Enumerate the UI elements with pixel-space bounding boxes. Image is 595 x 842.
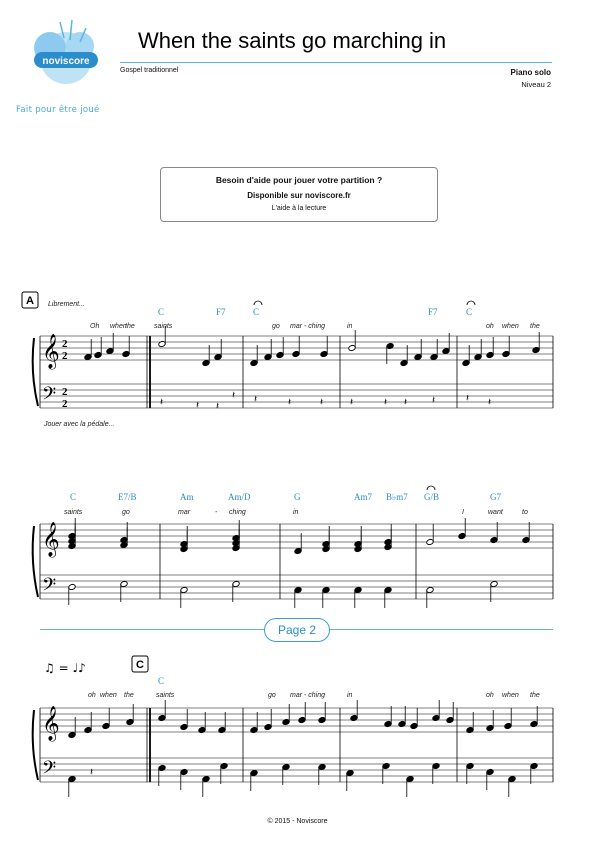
chord-symbol: Am/D — [228, 492, 251, 502]
lyric-syllable: Oh — [90, 323, 100, 330]
treble-staff — [40, 708, 553, 732]
system-1 — [22, 292, 553, 428]
lyric-syllable: go — [122, 509, 130, 516]
system-3 — [33, 656, 553, 797]
brace-icon — [33, 526, 38, 597]
rest-icon: 𝄽 — [196, 400, 200, 411]
lyric-syllable: oh — [486, 692, 494, 699]
bass-staff — [40, 575, 553, 599]
lyric-syllable: in — [293, 509, 299, 516]
lyric-syllable: mar - ching — [290, 692, 326, 699]
lyrics — [90, 323, 540, 330]
barlines — [40, 336, 553, 408]
bass-staff — [40, 384, 553, 408]
fermata-icon — [254, 301, 262, 305]
rest-icon: 𝄽 — [288, 397, 292, 408]
chord-symbols — [70, 486, 501, 502]
treble-clef-icon: 𝄞 — [42, 706, 60, 741]
chord-symbol: Am — [180, 492, 194, 502]
help-title: Besoin d'aide pour jouer votre partition ? — [215, 175, 383, 185]
chord-symbol: E7/B — [118, 492, 137, 502]
rest-icon: 𝄽 — [232, 390, 236, 401]
chord-symbols — [158, 301, 475, 317]
chord-symbol: G — [294, 492, 301, 502]
lyric-syllable: oh — [486, 323, 494, 330]
lyric-syllable: the — [530, 692, 540, 699]
lyric-syllable: mar - ching — [290, 323, 326, 330]
lyric-syllable: saints — [154, 323, 173, 330]
lyric-syllable: go — [272, 323, 280, 330]
instrument: Piano solo — [510, 68, 551, 77]
chord-symbol: F7 — [216, 307, 226, 317]
treble-clef-icon: 𝄞 — [42, 334, 60, 369]
fermata-icon — [427, 486, 435, 490]
difficulty-level: Niveau 2 — [521, 80, 551, 89]
chord-symbol: C — [158, 676, 165, 686]
treble-staff — [40, 524, 553, 548]
lyric-syllable: oh — [88, 692, 96, 699]
bass-clef-icon: 𝄢 — [42, 758, 57, 783]
composer: Gospel traditionnel — [120, 67, 179, 74]
pedal-instruction: Jouer avec la pédale... — [44, 421, 115, 428]
note-heads — [68, 518, 530, 608]
lyric-syllable: when — [502, 692, 519, 699]
score-title: When the saints go marching in — [138, 28, 447, 53]
brace-icon — [33, 338, 38, 406]
svg-text:2: 2 — [62, 398, 68, 410]
rest-icon: 𝄽 — [216, 401, 220, 412]
lyric-syllable: go — [268, 692, 276, 699]
logo-text: noviscore — [42, 56, 90, 67]
chord-symbol: C — [158, 307, 165, 317]
system-2 — [33, 486, 553, 608]
rest-icon: 𝄽 — [90, 767, 94, 778]
treble-clef-icon: 𝄞 — [42, 522, 60, 557]
lyric-syllable: ching — [229, 509, 246, 516]
lyric-syllable: saints — [64, 509, 83, 516]
page-2-marker[interactable]: Page 2 — [264, 618, 330, 642]
barlines — [40, 708, 553, 782]
bass-clef-icon: 𝄢 — [42, 575, 57, 600]
svg-text:2: 2 — [62, 350, 68, 362]
rest-icon: 𝄽 — [160, 397, 164, 408]
lyric-syllable: when — [100, 692, 117, 699]
svg-text:2: 2 — [62, 338, 68, 350]
chord-symbol: G/B — [424, 492, 440, 502]
tempo-marking: Librement... — [48, 301, 85, 308]
rest-icon: 𝄽 — [384, 397, 388, 408]
rest-icon: 𝄽 — [254, 394, 258, 405]
time-signature — [62, 338, 68, 410]
rehearsal-mark: C — [136, 659, 144, 671]
rest-icon: 𝄽 — [466, 393, 470, 404]
brace-icon — [33, 710, 38, 780]
note-heads — [84, 326, 540, 412]
lyric-syllable: saints — [156, 692, 175, 699]
chord-symbol: C — [253, 307, 260, 317]
help-subtitle: L'aide à la lecture — [271, 205, 327, 212]
chord-symbol: C — [70, 492, 77, 502]
lyric-syllable: when — [110, 323, 127, 330]
chord-symbol: G7 — [490, 492, 501, 502]
lyric-syllable: want — [488, 509, 503, 516]
swing-marking: ♫ = ♩♪ — [44, 661, 86, 675]
lyric-syllable: mar — [178, 509, 191, 516]
chord-symbol: F7 — [428, 307, 438, 317]
bass-staff — [40, 758, 553, 782]
lyric-syllable: in — [347, 692, 353, 699]
fermata-icon — [467, 301, 475, 305]
rest-icon: 𝄽 — [488, 397, 492, 408]
lyric-syllable: to — [522, 509, 528, 516]
bass-clef-icon: 𝄢 — [42, 384, 57, 409]
help-site-link[interactable]: Disponible sur noviscore.fr — [247, 191, 351, 200]
chord-symbol: C — [466, 307, 473, 317]
copyright: © 2015 - Noviscore — [267, 818, 328, 825]
lyrics — [64, 509, 528, 516]
lyric-syllable: the — [530, 323, 540, 330]
rest-icon: 𝄽 — [404, 397, 408, 408]
note-heads — [68, 700, 538, 797]
lyric-syllable: the — [124, 692, 134, 699]
rest-icon: 𝄽 — [320, 397, 324, 408]
svg-text:2: 2 — [62, 386, 68, 398]
lyric-syllable: - — [215, 509, 218, 516]
lyric-syllable: in — [347, 323, 353, 330]
chord-symbol: B♭m7 — [386, 492, 408, 502]
lyrics — [88, 692, 540, 699]
rehearsal-mark: A — [26, 295, 34, 307]
rest-icon: 𝄽 — [432, 395, 436, 406]
tagline: Fait pour être joué — [16, 105, 100, 115]
chord-symbol: Am7 — [354, 492, 372, 502]
lyric-syllable: the — [125, 323, 135, 330]
rest-icon: 𝄽 — [350, 397, 354, 408]
lyric-syllable: when — [502, 323, 519, 330]
lyric-syllable: I — [462, 509, 464, 516]
